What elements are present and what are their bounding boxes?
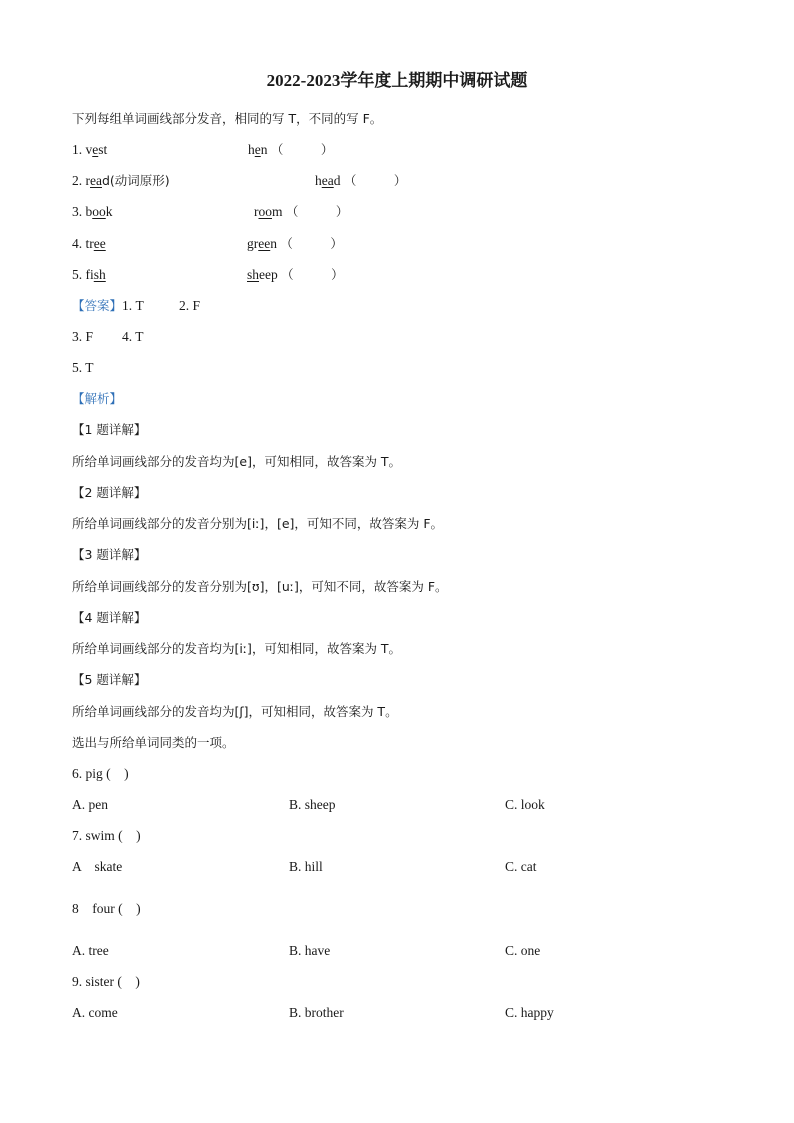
answer-blank: （ ） [285,204,349,219]
answer-blank: （ ） [281,267,344,282]
answer-2: 2. F [179,298,201,313]
question-7-option-a: A skate [72,859,123,874]
answer-4: 4. T [122,329,144,344]
question-6-option-a: A. pen [72,797,108,812]
phonics-item-4-word1: 4. tree [72,236,106,251]
analysis-label: 【解析】 [72,391,123,406]
detail-2-heading: 【2 题详解】 [72,485,147,500]
phonics-item-2-word1: 2. read(动词原形) [72,173,170,188]
phonics-item-2-word2: head （ ） [315,173,407,188]
detail-3-heading: 【3 题详解】 [72,547,147,562]
phonics-item-3-word2: room （ ） [254,204,349,219]
question-7-stem: 7. swim ( ) [72,828,141,843]
detail-1-heading: 【1 题详解】 [72,422,147,437]
phonics-item-1-word1: 1. vest [72,142,108,157]
question-8-option-c: C. one [505,943,541,958]
section1-instruction: 下列每组单词画线部分发音，相同的写 T，不同的写 F。 [72,111,383,126]
answer-5: 5. T [72,360,94,375]
detail-2-text: 所给单词画线部分的发音分别为[iː]，[e]，可知不同，故答案为 F。 [72,516,444,531]
question-6-stem: 6. pig ( ) [72,766,129,781]
phonics-item-5-word2: sheep （ ） [247,267,344,282]
question-6-option-b: B. sheep [289,797,336,812]
question-7-option-c: C. cat [505,859,537,874]
detail-3-text: 所给单词画线部分的发音分别为[ʊ]，[uː]，可知不同，故答案为 F。 [72,579,448,594]
phonics-item-5-word1: 5. fish [72,267,106,282]
detail-5-heading: 【5 题详解】 [72,672,147,687]
detail-4-heading: 【4 题详解】 [72,610,147,625]
question-9-option-a: A. come [72,1005,118,1020]
phonics-item-1-word2: hen （ ） [248,142,334,157]
detail-5-text: 所给单词画线部分的发音均为[ʃ]，可知相同，故答案为 T。 [72,704,398,719]
question-8-option-b: B. have [289,943,331,958]
question-9-stem: 9. sister ( ) [72,974,140,989]
answer-blank: （ ） [280,236,343,251]
answers-line-1: 【答案】1. T [72,298,144,313]
question-7-option-b: B. hill [289,859,323,874]
detail-4-text: 所给单词画线部分的发音均为[iː]，可知相同，故答案为 T。 [72,641,402,656]
question-9-option-b: B. brother [289,1005,344,1020]
section2-instruction: 选出与所给单词同类的一项。 [72,735,235,750]
question-8-stem: 8 four ( ) [72,901,141,916]
answer-label: 【答案】 [72,298,123,313]
question-9-option-c: C. happy [505,1005,554,1020]
answer-blank: （ ） [270,142,334,157]
detail-1-text: 所给单词画线部分的发音均为[e]，可知相同，故答案为 T。 [72,454,402,469]
phonics-item-4-word2: green （ ） [247,236,343,251]
page-title: 2022-2023学年度上期期中调研试题 [266,71,528,90]
answer-3: 3. F [72,329,94,344]
question-8-option-a: A. tree [72,943,109,958]
answer-blank: （ ） [343,173,407,188]
question-6-option-c: C. look [505,797,545,812]
phonics-item-3-word1: 3. book [72,204,113,219]
